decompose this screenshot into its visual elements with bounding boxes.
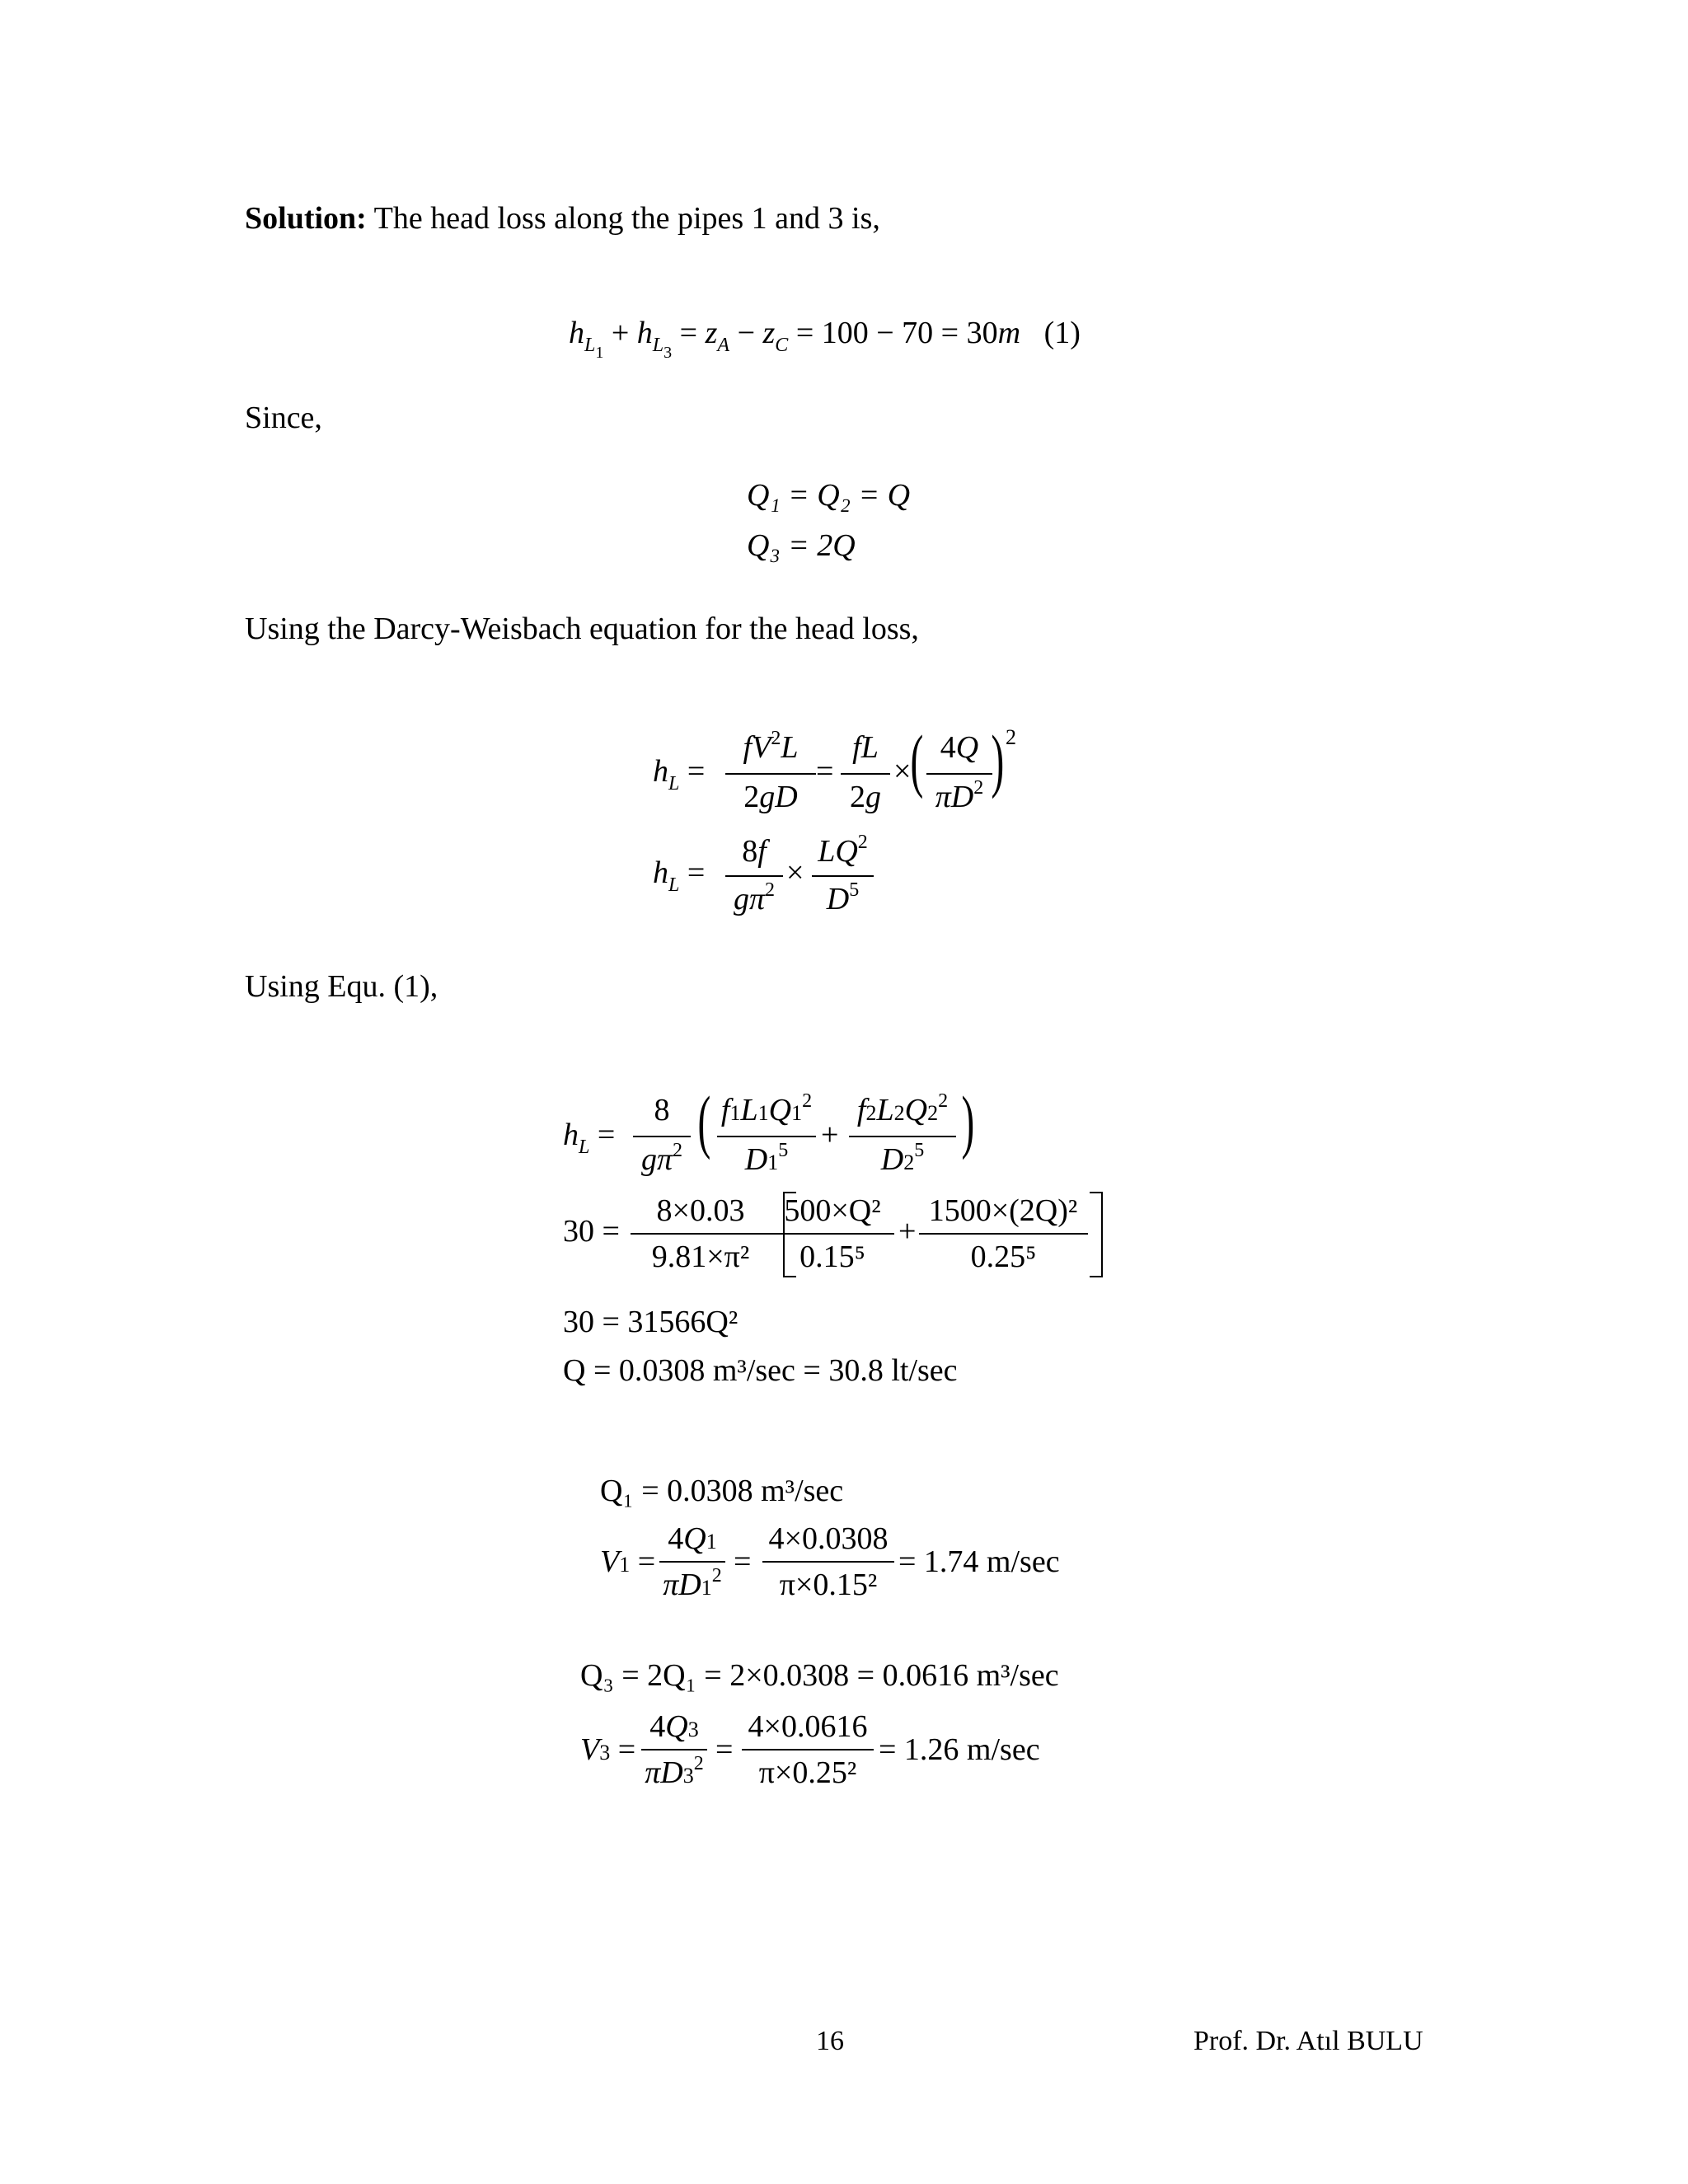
numeric-den: 9.81×π²: [651, 1240, 750, 1274]
term1-num: 500×Q²: [784, 1193, 881, 1228]
using-eq-text: Using Equ. (1),: [245, 969, 438, 1004]
intro-text: The head loss along the pipes 1 and 3 is,: [373, 201, 880, 236]
term2-num: 1500×(2Q)²: [928, 1193, 1078, 1228]
since-text: Since,: [245, 401, 322, 435]
pipe1-v-result: = 1.74 m/sec: [898, 1544, 1060, 1579]
numeric-lead: 30 =: [563, 1214, 620, 1249]
result-line-2: Q = 0.0308 m³/sec = 30.8 lt/sec: [563, 1353, 958, 1388]
equation-1: $h_{L_1} + h_{L_3} = z_A - z_C = 100 - 70 = 30m$ (1): [569, 316, 1081, 362]
author: Prof. Dr. Atıl BULU: [1193, 2026, 1423, 2056]
numeric-num: 8×0.03: [656, 1193, 745, 1228]
pipe3-v-den: π×0.25²: [758, 1755, 857, 1790]
pipe3-flow: Q₃ = 2Q₁ = 2×0.0308 = 0.0616 m³/sec: [580, 1658, 1059, 1693]
darcy-text: Using the Darcy-Weisbach equation for the head loss,: [245, 612, 919, 646]
continuity-line-2: Q₃ = 2Q: [747, 528, 856, 563]
pipe1-v-num: 4×0.0308: [768, 1521, 889, 1556]
solution-paragraph: [245, 203, 880, 234]
term1-den: 0.15⁵: [799, 1240, 865, 1274]
solution-label: Solution:: [245, 201, 367, 236]
page-number: 16: [816, 2026, 844, 2056]
pipe3-v-result: = 1.26 m/sec: [879, 1732, 1040, 1767]
equation-1-number: (1): [1043, 316, 1081, 350]
continuity-line-1: Q₁ = Q₂ = Q: [747, 478, 911, 513]
equation-1-expr: = 100 − 70 = 30: [795, 316, 998, 350]
pipe1-flow: Q₁ = 0.0308 m³/sec: [600, 1474, 844, 1508]
result-line-1: 30 = 31566Q²: [563, 1305, 738, 1339]
pipe3-v-num: 4×0.0616: [748, 1709, 868, 1744]
term2-den: 0.25⁵: [970, 1240, 1037, 1274]
equation-1-unit: m: [997, 316, 1021, 350]
pipe1-v-den: π×0.15²: [779, 1568, 878, 1602]
